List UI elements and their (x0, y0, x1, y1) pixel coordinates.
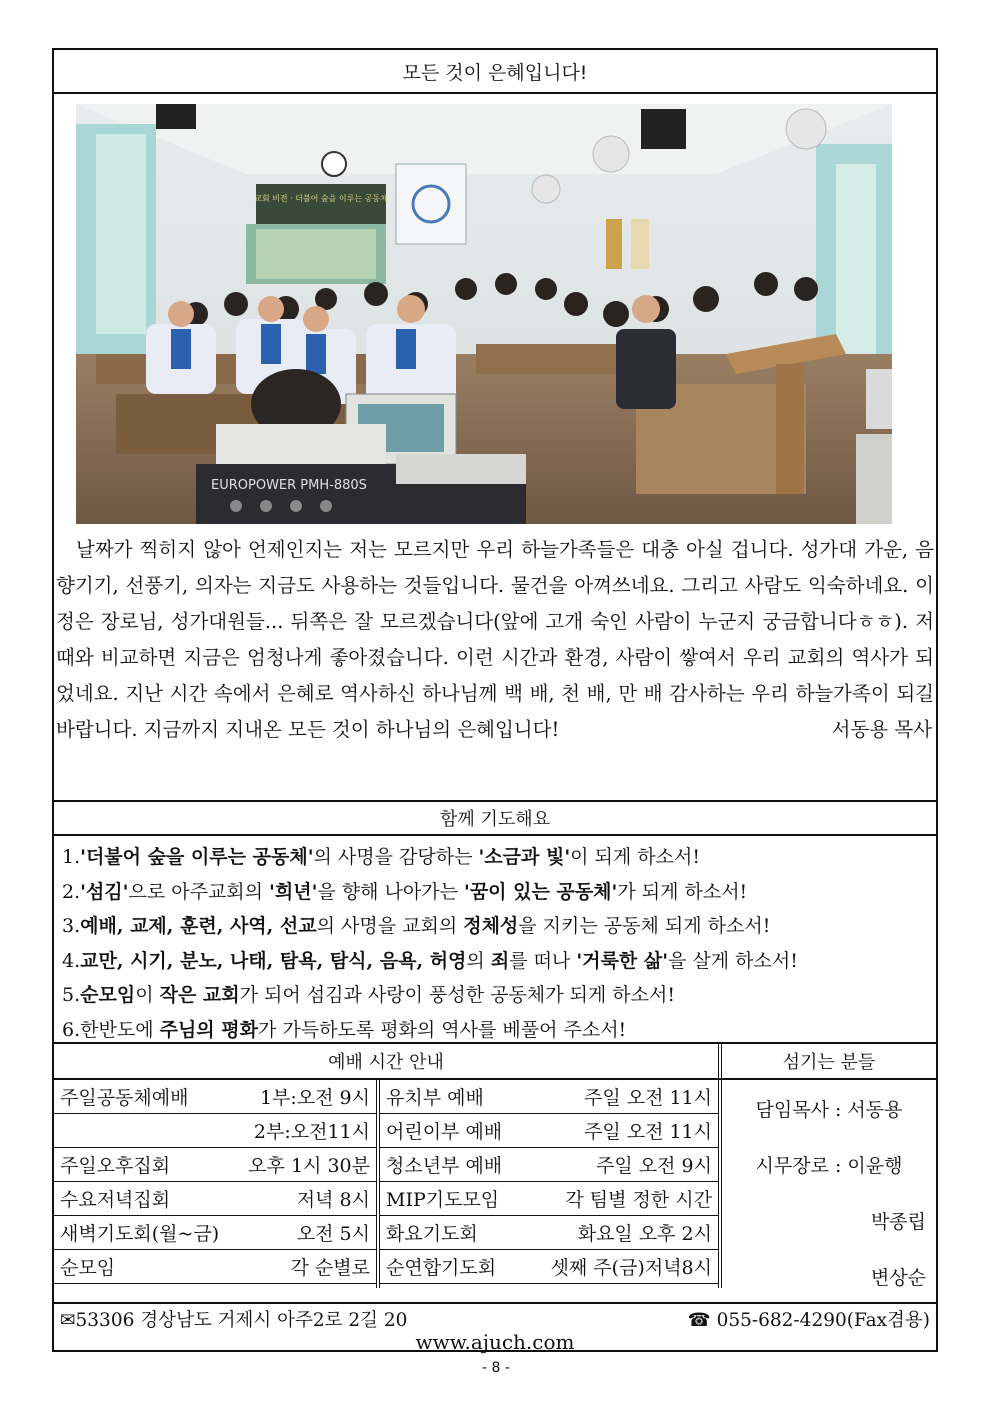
service-name: 화요기도회 (386, 1223, 478, 1245)
schedule-row (54, 1114, 376, 1148)
prayer-emphasis: '꿈이 있는 공동체' (464, 880, 618, 903)
service-time: 주일 오전 11시 (583, 1087, 712, 1109)
schedule-row (380, 1080, 718, 1114)
prayer-section (54, 800, 936, 1047)
service-time: 각 순별로 (290, 1257, 370, 1279)
prayer-list (54, 836, 936, 1047)
schedule-row (54, 1216, 376, 1250)
staff-elder-2: 박종립 (870, 1211, 926, 1233)
phone: ☎ 055-682-4290(Fax겸용) (687, 1310, 930, 1331)
prayer-text: 의 (466, 949, 491, 972)
schedule-row (380, 1114, 718, 1148)
prayer-emphasis: 죄 (490, 949, 510, 972)
schedule-row (54, 1148, 376, 1182)
schedule-row (380, 1148, 718, 1182)
prayer-text: 가 되게 하소서! (617, 880, 748, 903)
prayer-emphasis: 주님의 평화 (159, 1018, 258, 1041)
prayer-emphasis: 예배, 교제, 훈련, 사역, 선교 (80, 915, 317, 937)
service-time: 주일 오전 11시 (583, 1121, 712, 1143)
schedule-section (54, 1042, 936, 1288)
banner-text: 교회 비전 · 더불어 숲을 이루는 공동체 (254, 194, 388, 203)
prayer-emphasis: '더불어 숲을 이루는 공동체' (80, 846, 314, 868)
prayer-text: 이 되게 하소서! (570, 846, 700, 868)
prayer-item (62, 875, 936, 910)
staff-elder-3: 변상순 (870, 1267, 926, 1289)
service-name: 순연합기도회 (386, 1257, 497, 1279)
signature: 서동용 목사 (831, 718, 932, 741)
prayer-text: 3. (62, 915, 81, 937)
service-name: 새벽기도회(월~금) (60, 1223, 220, 1245)
mixer-label: EUROPOWER PMH-880S (211, 478, 367, 493)
schedule-right-column (380, 1080, 722, 1288)
schedule-row (380, 1216, 718, 1250)
prayer-emphasis: '섬김' (80, 880, 129, 903)
service-name: 유치부 예배 (386, 1087, 484, 1109)
prayer-text: 6.한반도에 (62, 1018, 160, 1041)
service-time: 주일 오전 9시 (596, 1155, 712, 1177)
church-photo (76, 104, 892, 524)
service-time: 1부:오전 9시 (259, 1087, 370, 1109)
staff-elder-1: 시무장로 : 이윤행 (755, 1155, 903, 1177)
service-name: 수요저녁집회 (60, 1189, 171, 1211)
page-number: - 8 - (482, 1360, 510, 1376)
address: ✉53306 경상남도 거제시 아주2로 2길 20 (60, 1310, 408, 1331)
prayer-text: 2. (62, 880, 81, 903)
prayer-emphasis: '희년' (269, 880, 318, 903)
prayer-emphasis: 교만, 시기, 분노, 나태, 탐욕, 탐식, 음욕, 허영 (80, 949, 467, 972)
page-frame (52, 48, 938, 1352)
prayer-text: 가 가득하도록 평화의 역사를 베풀어 주소서! (257, 1018, 627, 1041)
schedule-row (54, 1250, 376, 1284)
prayer-title: 함께 기도해요 (54, 800, 936, 836)
schedule-row (54, 1182, 376, 1216)
staff-list (722, 1080, 936, 1288)
prayer-emphasis: 순모임 (80, 984, 136, 1006)
service-time: 셋째 주(금)저녁8시 (550, 1257, 712, 1279)
service-name: 순모임 (60, 1257, 116, 1279)
phone-icon: ☎ (687, 1310, 717, 1331)
prayer-text: 가 되어 섬김과 사랑이 풍성한 공동체가 되게 하소서! (239, 984, 675, 1006)
service-name: 주일공동체예배 (60, 1087, 189, 1109)
prayer-text: 으로 아주교회의 (128, 880, 270, 903)
prayer-text: 을 지키는 공동체 되게 하소서! (518, 915, 771, 937)
prayer-emphasis: 정체성 (463, 915, 519, 937)
prayer-item (62, 840, 936, 875)
prayer-text: 이 (135, 984, 160, 1006)
article-body (54, 532, 936, 748)
prayer-item (62, 944, 936, 979)
prayer-text: 의 사명을 감당하는 (313, 846, 479, 868)
service-time: 각 팀별 정한 시간 (565, 1189, 712, 1211)
prayer-text: 를 떠나 (509, 949, 577, 972)
service-name: 청소년부 예배 (386, 1155, 503, 1177)
prayer-text: 4. (62, 949, 81, 972)
schedule-row (380, 1250, 718, 1284)
service-name: 주일오후집회 (60, 1155, 171, 1177)
service-time: 저녁 8시 (296, 1189, 370, 1211)
page-title: 모든 것이 은혜입니다! (54, 50, 936, 94)
prayer-emphasis: '소금과 빛' (478, 846, 571, 868)
prayer-text: 1. (62, 846, 81, 868)
schedule-title: 예배 시간 안내 (54, 1044, 722, 1078)
prayer-text: 을 향해 나아가는 (317, 880, 464, 903)
service-time: 화요일 오후 2시 (577, 1223, 712, 1245)
mail-icon: ✉ (60, 1310, 76, 1331)
prayer-item (62, 978, 936, 1013)
staff-pastor: 담임목사 : 서동용 (755, 1099, 903, 1121)
prayer-text: 의 사명을 교회의 (316, 915, 464, 937)
prayer-text: 을 살게 하소서! (668, 949, 798, 972)
service-time: 2부:오전11시 (253, 1121, 370, 1143)
service-time: 오후 1시 30분 (248, 1155, 370, 1177)
footer (54, 1302, 936, 1354)
schedule-row (54, 1080, 376, 1114)
service-name: MIP기도모임 (386, 1189, 500, 1211)
schedule-row (380, 1182, 718, 1216)
service-time: 오전 5시 (296, 1223, 370, 1245)
prayer-emphasis: 작은 교회 (159, 984, 240, 1006)
article-paragraph: 날짜가 찍히지 않아 언제인지는 저는 모르지만 우리 하늘가족들은 대충 아실 겁니다. 성가대 가운, 음향기기, 선풍기, 의자는 지금도 사용하는 것들입니다. 물건을 아껴쓰네요. 그리고 사람도 익숙하네요. 이정은 장로님, 성가대원들... 뒤쪽은 잘 모르겠습니다(앞에 고개 숙인 사람이 누군지 궁금합니다ㅎㅎ). 저 때와 비교하면 지금은 엄청나게 좋아졌습니다. 이런 시간과 환경, 사람이 쌓여서 우리 교회의 역사가 되었네요. 지난 시간 속에서 은혜로 역사하신 하나님께 백 배, 천 배, 만 배 감사하는 우리 하늘가족이 되길 바랍니다. 지금까지 지내온 모든 것이 하나님의 은혜입니다! (56, 538, 934, 741)
prayer-item (62, 909, 936, 944)
service-name: 어린이부 예배 (386, 1121, 503, 1143)
prayer-emphasis: '거룩한 삶' (576, 949, 669, 972)
prayer-text: 5. (62, 984, 81, 1006)
schedule-left-column (54, 1080, 380, 1288)
staff-title: 섬기는 분들 (782, 1052, 876, 1073)
website-link[interactable]: www.ajuch.com (415, 1330, 575, 1354)
